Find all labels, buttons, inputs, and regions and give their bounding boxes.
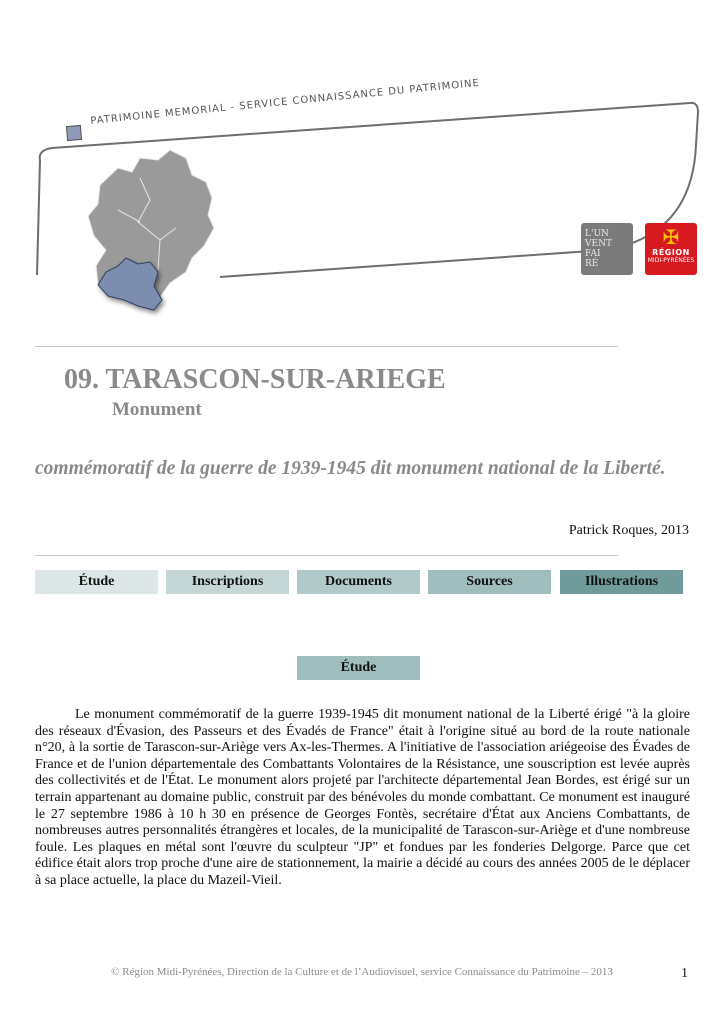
univ-logo-line: L'UN [585, 229, 609, 239]
tab-label: Inscriptions [191, 574, 264, 589]
region-logo [645, 223, 697, 275]
banner-graphic [0, 0, 724, 340]
tab-documents[interactable] [297, 570, 420, 594]
study-body-text: Le monument commémoratif de la guerre 1939-1945 dit monument national de la Liberté érigé "à la gloire des réseaux d'Évasion, des Passeurs et des Évadés de France" était à l'origine situé au bord de la route nationale n°20, à la sortie de Tarascon-sur-Ariège vers Ax-les-Thermes. A l'initiative de l'association ariégeoise des Évades de France et de l'union départementale des Combattants Volontaires de la Résistance, une souscription est levée auprès des collectivités et de l'État. Le monument alors projeté par l'architecte départemental Jean Bordes, est érigé sur un terrain appartenant au domaine public, construit par des bénévoles du monde combattant. Ce monument est inauguré le 27 septembre 1986 à 10 h 30 en présence de Georges Fontès, secrétaire d'État aux Anciens Combattants, de nombreuses autres personnalités étrangères et locales, de la municipalité de Tarascon-sur-Ariège et d'une nombreuse foule. Les plaques en métal sont l'œuvre du sculpteur "JP" et fondues par les fonderies Delgorge. Parce que cet édifice était alors trop proche d'une aire de stationnement, la mairie a décidé au cours des années 2005 de le déplacer à sa place actuelle, la place du Mazeil-Vieil. [35, 707, 690, 888]
tab-illustrations[interactable] [560, 570, 683, 594]
university-logo [581, 223, 633, 275]
page-subtitle: Monument [112, 399, 202, 420]
region-logo-line1: RÉGION [652, 248, 690, 257]
monument-description-title: commémoratif de la guerre de 1939-1945 dit monument national de la Liberté. [35, 458, 666, 479]
univ-logo-line: VENT [585, 239, 612, 249]
divider-top [35, 346, 618, 347]
tab-label: Sources [466, 574, 513, 589]
footer-copyright: © Région Midi-Pyrénées, Direction de la Culture et de l’Audiovisuel, service Connaissance du Patrimoine – 2013 [111, 966, 613, 978]
tab-etude[interactable] [35, 570, 158, 594]
univ-logo-line: RÉ [585, 259, 599, 269]
page-title: 09. TARASCON-SUR-ARIEGE [64, 364, 446, 395]
tab-inscriptions[interactable] [166, 570, 289, 594]
divider-middle [35, 555, 618, 556]
region-logo-line2: MIDI-PYRÉNÉES [647, 257, 695, 264]
banner-title: PATRIMOINE MEMORIAL - SERVICE CONNAISSANCE DU PATRIMOINE [90, 77, 481, 127]
univ-logo-line: FAI [585, 249, 601, 259]
banner-square-icon [66, 125, 81, 140]
author-credit: Patrick Roques, 2013 [568, 523, 689, 538]
page-number: 1 [681, 966, 688, 981]
tab-label: Étude [78, 574, 115, 589]
section-etude-button[interactable]: Étude [297, 656, 420, 680]
occitan-cross-icon: ✠ [662, 225, 680, 249]
tab-sources[interactable] [428, 570, 551, 594]
tab-label: Documents [325, 574, 392, 589]
tab-label: Illustrations [584, 574, 659, 589]
